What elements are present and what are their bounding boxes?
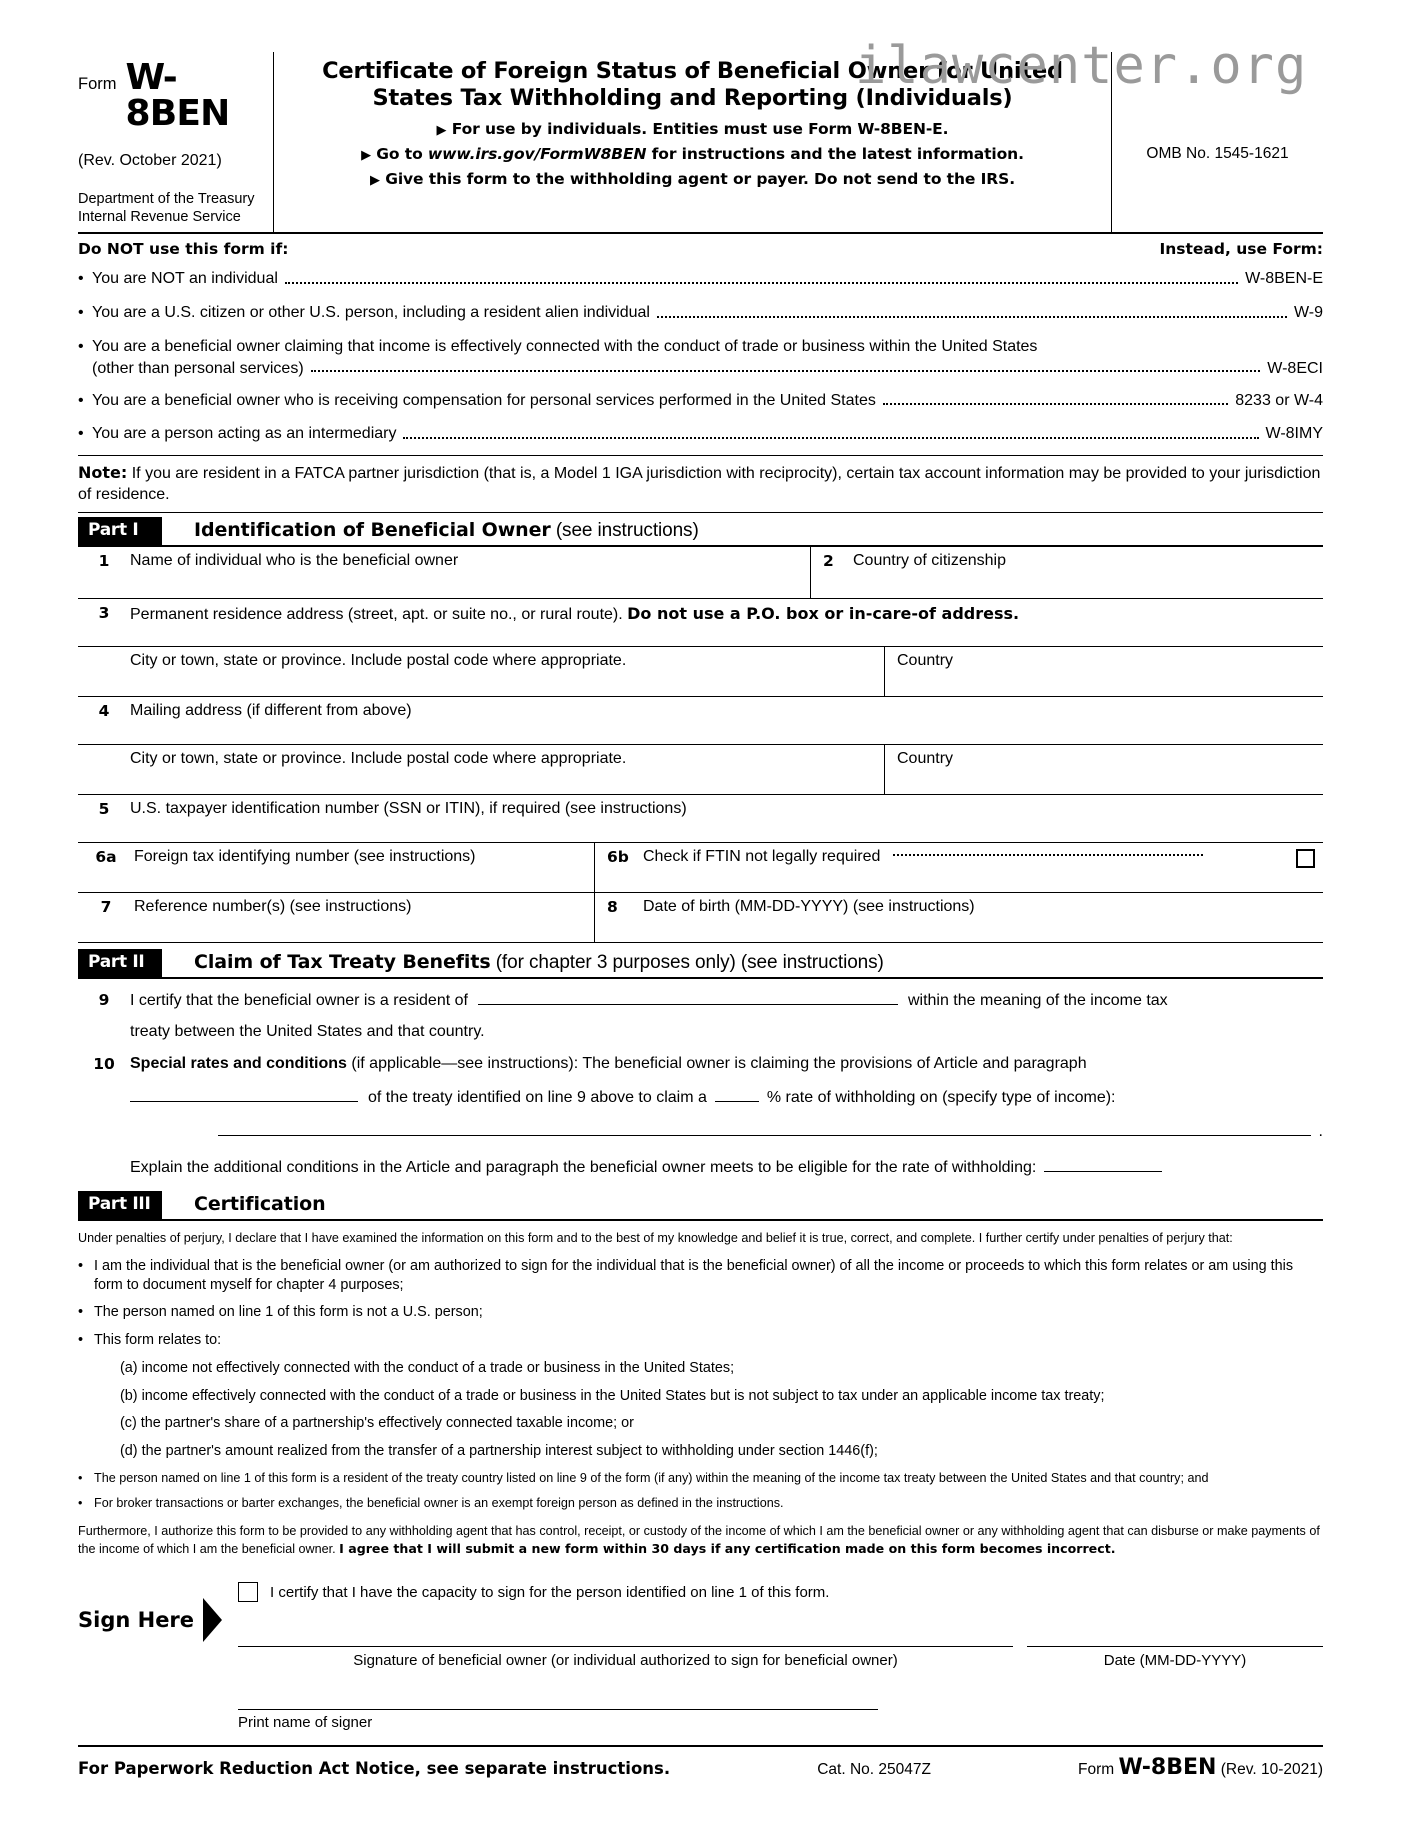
arrow-right-icon	[203, 1598, 222, 1642]
field-label-ftin: Foreign tax identifying number (see instructions)	[134, 847, 476, 865]
do-not-use-heading: Do NOT use this form if:	[78, 240, 289, 259]
note-text: If you are resident in a FATCA partner jurisdiction (that is, a Model 1 IGA jurisdiction with reciprocity), certain tax account information may be provided to your jurisdiction of residence.	[78, 465, 1321, 504]
field-number-9: 9	[98, 990, 110, 1009]
certification-bullet	[78, 1303, 1323, 1322]
header-instruction-1-text: For use by individuals. Entities must use Form W-8BEN-E.	[451, 119, 949, 138]
capacity-certification-text: I certify that I have the capacity to sign for the person identified on line 1 of this form.	[270, 1583, 830, 1601]
signature-fields	[238, 1582, 1323, 1731]
field-ftin-not-required[interactable]	[594, 843, 1323, 892]
field-label-us-tin: U.S. taxpayer identification number (SSN or ITIN), if required (see instructions)	[130, 799, 687, 817]
page-title-line-1: Certificate of Foreign Status of Beneficial Owner for United	[322, 58, 1063, 84]
footer-form-identity	[1078, 1755, 1323, 1780]
do-not-use-header-row	[78, 240, 1323, 258]
line-9-text-a: I certify that the beneficial owner is a resident of	[130, 991, 468, 1009]
furthermore-paragraph	[78, 1523, 1323, 1558]
certification-bullet	[78, 1331, 1323, 1350]
furthermore-text-a: Furthermore, I authorize this form to be provided to any withholding agent that has control, receipt, or custody of the income of which I am the beneficial owner or any withholding agent that can disburse or make payments of the income of which I am the beneficial owner.	[78, 1524, 1320, 1557]
date-caption: Date (MM-DD-YYYY)	[1103, 1652, 1247, 1670]
date-field-block	[1027, 1646, 1323, 1669]
form-content	[78, 52, 1323, 1780]
row-reference-dob	[78, 893, 1323, 943]
department-line-2: Internal Revenue Service	[78, 209, 241, 226]
triangle-right-icon: ▶	[436, 122, 447, 138]
capacity-checkbox[interactable]	[238, 1582, 258, 1602]
do-not-use-item-form: W-8ECI	[1267, 359, 1323, 377]
certification-sub-item: (a) income not effectively connected with the conduct of a trade or business in the United States;	[120, 1359, 735, 1376]
field-country-of-citizenship[interactable]	[810, 547, 1323, 598]
part-1-title-bold: Identification of Beneficial Owner	[194, 518, 551, 541]
goto-prefix: Go to	[376, 144, 428, 163]
goto-suffix: for instructions and the latest information.	[646, 144, 1024, 163]
header-instruction-3-text: Give this form to the withholding agent or payer. Do not send to the IRS.	[385, 169, 1015, 188]
part-2-title-rest: (for chapter 3 purposes only) (see instructions)	[490, 951, 884, 973]
field-label-citizenship: Country of citizenship	[853, 551, 1006, 569]
part-2-title	[162, 949, 884, 977]
row-permanent-city-country	[78, 647, 1323, 697]
line-10-rate-input[interactable]	[715, 1085, 759, 1102]
print-name-block	[238, 1709, 878, 1731]
row-mailing-address	[78, 697, 1323, 745]
fatca-note	[78, 456, 1323, 513]
issuing-agency	[78, 190, 263, 226]
triangle-right-icon: ▶	[361, 147, 371, 163]
furthermore-text-b: I agree that I will submit a new form within 30 days if any certification made on this form becomes incorrect.	[339, 1541, 1116, 1557]
line-9-country-input[interactable]	[478, 988, 898, 1005]
form-revision-date: (Rev. October 2021)	[78, 152, 222, 169]
field-mailing-country[interactable]	[884, 745, 1323, 794]
dot-leader	[883, 403, 1228, 405]
part-1-bar	[78, 517, 1323, 547]
line-10-text-a: (if applicable—see instructions): The beneficial owner is claiming the provisions of Article and paragraph	[346, 1054, 1087, 1072]
footer-form-revision: (Rev. 10-2021)	[1216, 1761, 1323, 1779]
irs-url-link[interactable]: www.irs.gov/FormW8BEN	[427, 144, 647, 163]
do-not-use-item-form: W-8IMY	[1265, 425, 1323, 443]
do-not-use-section	[78, 234, 1323, 456]
paperwork-notice: For Paperwork Reduction Act Notice, see separate instructions.	[78, 1759, 671, 1779]
signature-field-block	[238, 1646, 1013, 1669]
do-not-use-item-text: You are a U.S. citizen or other U.S. person, including a resident alien individual	[92, 304, 650, 322]
certification-bullet-small-text: For broker transactions or barter exchanges, the beneficial owner is an exempt foreign person as defined in the instructions.	[94, 1496, 784, 1511]
field-us-taxpayer-id[interactable]	[78, 795, 1323, 842]
bullet-icon: •	[78, 1257, 84, 1274]
field-number-5: 5	[98, 799, 110, 818]
do-not-use-item-text: You are a beneficial owner claiming that income is effectively connected with the conduct of trade or business within the United States	[92, 337, 1038, 355]
field-foreign-tax-id[interactable]	[78, 843, 594, 892]
page-title	[282, 58, 1103, 113]
field-label-city-2: City or town, state or province. Include postal code where appropriate.	[130, 749, 627, 767]
do-not-use-item-text: You are a beneficial owner who is receiving compensation for personal services performed in the United States	[92, 391, 876, 409]
line-10-explain-input[interactable]	[1044, 1155, 1162, 1172]
field-label-city: City or town, state or province. Include postal code where appropriate.	[130, 651, 627, 669]
bullet-icon: •	[78, 1470, 83, 1485]
line-10-text-c: % rate of withholding on (specify type of income):	[766, 1088, 1116, 1106]
dot-leader	[403, 437, 1258, 439]
form-word-label: Form	[78, 75, 117, 93]
print-name-caption: Print name of signer	[238, 1714, 373, 1732]
certification-bullet-small	[78, 1470, 1323, 1486]
field-permanent-country[interactable]	[884, 647, 1323, 696]
do-not-use-item	[78, 391, 1323, 412]
part-2-tag: Part II	[78, 949, 162, 977]
field-reference-numbers[interactable]	[78, 893, 594, 942]
field-label-date-of-birth: Date of birth (MM-DD-YYYY) (see instructions)	[643, 897, 975, 915]
bullet-icon: •	[78, 1496, 83, 1511]
field-label-reference-numbers: Reference number(s) (see instructions)	[134, 897, 412, 915]
header-omb-block	[1111, 52, 1323, 232]
do-not-use-item-continuation	[78, 360, 1323, 378]
field-label-name: Name of individual who is the beneficial owner	[130, 551, 459, 569]
bullet-icon: •	[78, 337, 84, 355]
part-2-bar	[78, 949, 1323, 979]
field-number-2: 2	[823, 551, 834, 570]
line-10-period: .	[1318, 1122, 1323, 1140]
field-label-country-2: Country	[897, 749, 954, 767]
form-header	[78, 52, 1323, 234]
dot-leader	[311, 370, 1261, 372]
instead-use-form-heading: Instead, use Form:	[1159, 240, 1323, 259]
do-not-use-item-form: W-8BEN-E	[1245, 270, 1323, 288]
part-3-bar	[78, 1191, 1323, 1221]
part-1-tag: Part I	[78, 517, 162, 545]
bullet-icon: •	[78, 1332, 84, 1349]
ftin-not-required-checkbox[interactable]	[1296, 849, 1315, 868]
header-instruction-3	[282, 170, 1103, 188]
field-mailing-address[interactable]	[78, 697, 1323, 744]
capacity-certification-row[interactable]	[238, 1582, 1323, 1602]
department-line-1: Department of the Treasury	[78, 191, 255, 207]
line-9-continuation: treaty between the United States and that country.	[130, 1022, 485, 1040]
part-1-title-rest: (see instructions)	[550, 519, 699, 541]
field-number-6b: 6b	[607, 847, 629, 866]
line-10-row	[78, 1045, 1323, 1073]
header-instruction-2	[282, 145, 1103, 163]
row-name-citizenship	[78, 547, 1323, 599]
header-title-block	[274, 52, 1111, 232]
do-not-use-item-text: You are a person acting as an intermediary	[92, 425, 397, 443]
form-number-title: W-8BEN	[125, 57, 230, 134]
bullet-icon: •	[78, 1304, 84, 1321]
line-10-income-type-input[interactable]	[218, 1119, 1311, 1136]
part-1-title	[162, 517, 699, 545]
do-not-use-item	[78, 424, 1323, 445]
row-us-tin	[78, 795, 1323, 843]
do-not-use-item	[78, 337, 1323, 358]
part-3-title	[162, 1191, 326, 1219]
part-2-title-bold: Claim of Tax Treaty Benefits	[194, 950, 491, 973]
do-not-use-item	[78, 303, 1323, 324]
form-footer	[78, 1745, 1323, 1780]
do-not-use-item-text: You are NOT an individual	[92, 270, 278, 288]
certification-bullet-text: I am the individual that is the beneficial owner (or am authorized to sign for the individual that is the beneficial owner) of all the income or proceeds to which this form relates or am using this form to document myself for chapter 4 purposes;	[94, 1257, 1294, 1293]
bullet-icon: •	[78, 425, 84, 443]
page-title-line-2: States Tax Withholding and Reporting (Individuals)	[372, 85, 1013, 112]
row-mailing-city-country	[78, 745, 1323, 795]
sign-here-label: Sign Here	[78, 1608, 195, 1633]
certification-bullet-small-text: The person named on line 1 of this form is a resident of the treaty country listed on line 9 of the form (if any) within the meaning of the income tax treaty between the United States and that country; and	[94, 1470, 1209, 1485]
field-permanent-residence-address[interactable]	[78, 599, 1323, 646]
permanent-address-text-b: Do not use a P.O. box or in-care-of address.	[627, 603, 1020, 623]
field-mailing-city[interactable]	[78, 745, 884, 794]
line-10-row-2	[78, 1073, 1323, 1107]
bullet-icon: •	[78, 304, 84, 322]
footer-form-number: W-8BEN	[1118, 1755, 1217, 1781]
field-beneficial-owner-name[interactable]	[78, 547, 810, 598]
field-permanent-city[interactable]	[78, 647, 884, 696]
permanent-address-text-a: Permanent residence address (street, apt. or suite no., or rural route).	[130, 605, 628, 623]
line-10-text-b: of the treaty identified on line 9 above to claim a	[368, 1088, 707, 1106]
omb-number: OMB No. 1545-1621	[1146, 145, 1289, 163]
bullet-icon: •	[78, 391, 84, 409]
field-number-3: 3	[98, 603, 110, 622]
signature-line-row	[238, 1646, 1323, 1669]
field-label-permanent-address	[130, 603, 1020, 623]
field-date-of-birth[interactable]	[594, 893, 1323, 942]
form-identity	[78, 57, 263, 134]
line-10-explain-row	[78, 1141, 1323, 1187]
certification-sub-item: (d) the partner's amount realized from the transfer of a partnership interest subject to withholding under section 1446(f);	[120, 1443, 878, 1460]
dot-leader	[657, 316, 1287, 318]
field-number-8: 8	[607, 897, 618, 916]
part-3-title-bold: Certification	[194, 1192, 326, 1215]
do-not-use-item-subtext: (other than personal services)	[92, 359, 304, 377]
sign-here-block	[78, 1582, 238, 1731]
header-instruction-1	[282, 120, 1103, 138]
certification-bullet-small	[78, 1495, 1323, 1511]
field-number-4: 4	[98, 701, 110, 720]
note-label: Note:	[78, 463, 128, 483]
certification-bullet	[78, 1257, 1323, 1294]
signature-caption: Signature of beneficial owner (or individual authorized to sign for beneficial owner)	[353, 1652, 898, 1670]
dot-leader	[285, 282, 1238, 284]
do-not-use-item-form: W-9	[1293, 304, 1323, 322]
certification-sub-item: (c) the partner's share of a partnership's effectively connected taxable income; or	[120, 1415, 634, 1432]
signature-section	[78, 1582, 1323, 1731]
certification-sub-item: (b) income effectively connected with the conduct of a trade or business in the United States but is not subject to tax under an applicable income tax treaty;	[120, 1387, 1105, 1404]
part-2-body	[78, 979, 1323, 1187]
field-label-ftin-not-required: Check if FTIN not legally required	[643, 847, 881, 865]
bullet-icon: •	[78, 270, 84, 288]
header-left-block	[78, 52, 274, 232]
field-number-7: 7	[100, 897, 112, 916]
watermark-ilawcenter: ilawcenter.org	[855, 36, 1308, 96]
line-10-bold: Special rates and conditions	[130, 1054, 347, 1072]
line-9-row	[78, 985, 1323, 1010]
line-10-text	[130, 1055, 1087, 1073]
field-number-1: 1	[98, 551, 110, 570]
do-not-use-item-form: 8233 or W-4	[1235, 391, 1323, 409]
do-not-use-item	[78, 269, 1323, 290]
line-10-explain-text: Explain the additional conditions in the Article and paragraph the beneficial owner meets to be eligible for the rate of withholding:	[130, 1158, 1037, 1176]
triangle-right-icon: ▶	[370, 172, 380, 188]
row-permanent-address	[78, 599, 1323, 647]
certification-bullet-text: This form relates to:	[94, 1332, 222, 1349]
footer-form-word: Form	[1078, 1761, 1119, 1779]
part-3-tag: Part III	[78, 1191, 162, 1219]
certification-bullet-text: The person named on line 1 of this form is not a U.S. person;	[94, 1304, 483, 1321]
certification-intro: Under penalties of perjury, I declare that I have examined the information on this form and to the best of my knowledge and belief it is true, correct, and complete. I further certify under penalties of perjury that:	[78, 1230, 1233, 1245]
catalog-number: Cat. No. 25047Z	[817, 1761, 931, 1779]
field-label-mailing-address: Mailing address (if different from above)	[130, 701, 412, 719]
line-10-income-type-row	[78, 1107, 1323, 1141]
field-label-country: Country	[897, 651, 954, 669]
line-9-text-b: within the meaning of the income tax	[907, 991, 1168, 1009]
field-number-10: 10	[93, 1054, 115, 1073]
line-10-article-input[interactable]	[130, 1085, 358, 1102]
row-ftin	[78, 843, 1323, 893]
dot-leader	[893, 854, 1203, 856]
field-number-6a: 6a	[95, 847, 117, 866]
